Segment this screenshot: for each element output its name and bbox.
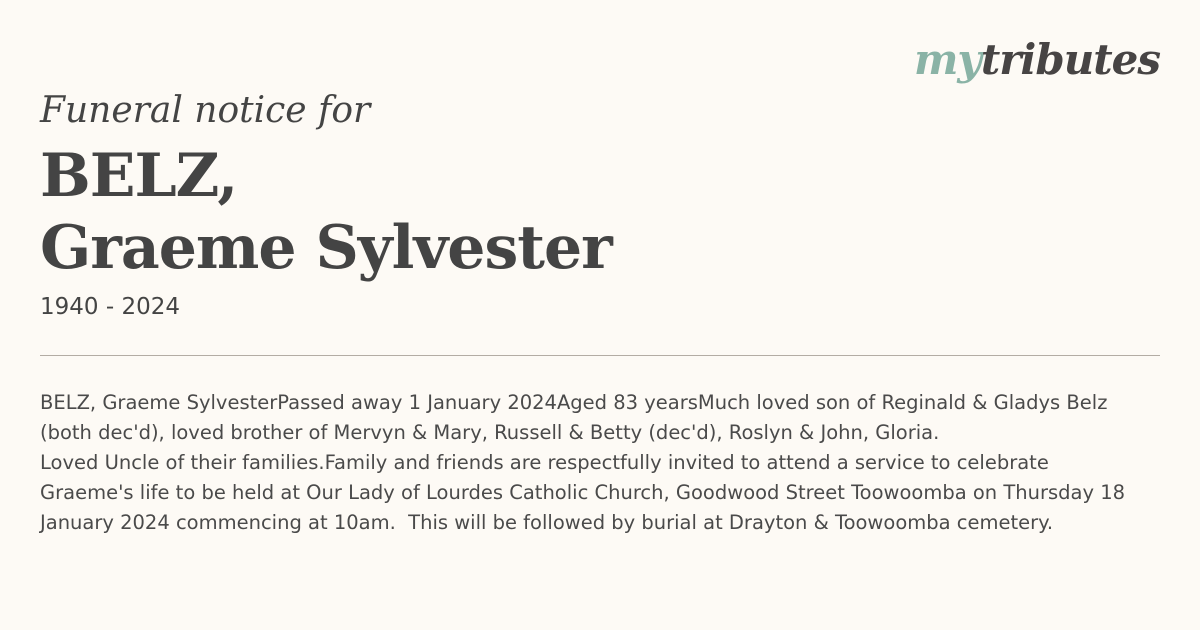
deceased-name	[40, 140, 612, 284]
divider	[40, 355, 1160, 356]
notice-label: Funeral notice for	[40, 90, 371, 131]
notice-body-line: BELZ, Graeme SylvesterPassed away 1 January 2024Aged 83 yearsMuch loved son of Reginald & Gladys Belz	[40, 391, 1108, 414]
surname-line: BELZ,	[40, 141, 238, 211]
life-years: 1940 - 2024	[40, 294, 180, 320]
given-names-line: Graeme Sylvester	[40, 213, 612, 283]
notice-body-line: Graeme's life to be held at Our Lady of Lourdes Catholic Church, Goodwood Street Toowoomba on Thursday 18	[40, 481, 1126, 504]
notice-body-line: (both dec'd), loved brother of Mervyn & Mary, Russell & Betty (dec'd), Roslyn & John, Gloria.	[40, 421, 940, 444]
notice-body	[40, 388, 1160, 538]
notice-body-line: January 2024 commencing at 10am. This will be followed by burial at Drayton & Toowoomba cemetery.	[40, 511, 1054, 534]
notice-body-line: Loved Uncle of their families.Family and friends are respectfully invited to attend a service to celebrate	[40, 451, 1049, 474]
mytributes-logo[interactable]	[914, 30, 1160, 90]
logo-my-text: my	[913, 35, 981, 84]
logo-tributes-text: tributes	[980, 35, 1160, 84]
